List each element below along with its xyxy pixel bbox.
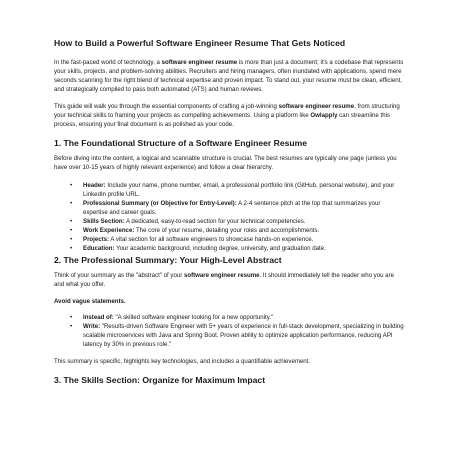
document-page [54, 38, 404, 392]
section-1-paragraph: Before diving into the content, a logical and scannable structure is crucial. The best resumes are typically one page (unless you have over 10-15 years of highly relevant experience) and follow a clear hierarchy. [54, 155, 397, 172]
bullet-icon: • [70, 235, 73, 243]
section-2-heading: 2. The Professional Summary: Your High-Level Abstract [54, 254, 282, 265]
intro-paragraph-2: This guide will walk you through the essential components of crafting a job-winning software engineer resume, from structuring your technical skills to framing your projects as compelling achievements. Using a platform like Owlapply can streamline this process, ensuring your final document is as polished as your code. [54, 103, 400, 128]
bullet-icon: • [70, 226, 73, 234]
section-3-heading: 3. The Skills Section: Organize for Maximum Impact [54, 375, 266, 386]
section-2-paragraph: Think of your summary as the "abstract" of your software engineer resume. It should immediately tell the reader who you are and what you offer. [54, 271, 394, 288]
bullet-icon: • [70, 244, 73, 252]
list-item: • Work Experience: The core of your resume, detailing your roles and accomplishments. [70, 226, 320, 234]
bullet-icon: • [70, 181, 73, 189]
resume-structure-list [54, 182, 404, 254]
bullet-icon: • [70, 217, 73, 225]
bullet-icon: • [70, 314, 73, 322]
bullet-icon: • [70, 199, 73, 207]
list-item: • Education: Your academic background, including degree, university, and graduation date. [70, 244, 326, 252]
section-1-heading: 1. The Foundational Structure of a Software Engineer Resume [54, 138, 308, 149]
list-item: • Instead of: "A skilled software engineer looking for a new opportunity." [70, 314, 274, 322]
list-item: • Professional Summary (or Objective for Entry-Level): A 2-4 sentence pitch at the top that summarizes your expertise and career goals. [70, 199, 381, 216]
summary-example-list [54, 314, 404, 350]
list-item: • Skills Section: A dedicated, easy-to-read section for your technical competencies. [70, 217, 306, 225]
section-2-closing: This summary is specific, highlights key technologies, and includes a quantifiable achievement. [54, 357, 311, 365]
avoid-label: Avoid vague statements. [54, 298, 126, 306]
intro-paragraph-1: In the fast-paced world of technology, a software engineer resume is more than just a document; it's a codebase that represents your skills, projects, and problem-solving abilities. Recruiters and hiring managers, often inundated with applications, spend mere seconds scanning for the right blend of technical expertise and proven impact. To stand out, your resume must be clean, efficient, and strategically compiled to pass both automated (ATS) and human reviews. [54, 59, 404, 93]
list-item: • Write: "Results-driven Software Engineer with 5+ years of experience in full-stack development, specializing in building scalable microservices with Java and Spring Boot. Proven ability to optimize application performance, reducing API latency by 30% in previous role." [70, 323, 404, 348]
list-item: • Header: Include your name, phone number, email, a professional portfolio link (GitHub, personal website), and your LinkedIn profile URL. [70, 181, 395, 198]
document-title: How to Build a Powerful Software Engineer Resume That Gets Noticed [54, 38, 346, 48]
list-item: • Projects: A vital section for all software engineers to showcase hands-on experience. [70, 235, 314, 243]
bullet-icon: • [70, 323, 73, 331]
